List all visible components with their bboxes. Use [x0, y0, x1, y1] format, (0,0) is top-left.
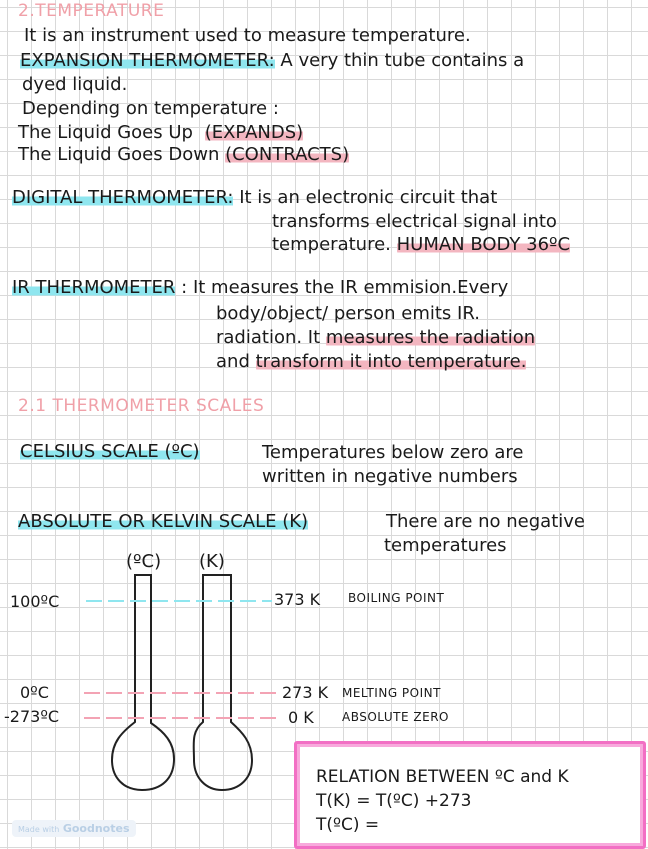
- celsius-desc-1: Temperatures below zero are: [262, 442, 524, 463]
- kelvin-term: ABSOLUTE OR KELVIN SCALE (K): [18, 511, 309, 532]
- goodnotes-badge[interactable]: [12, 820, 136, 837]
- badge-prefix: Made with: [18, 825, 60, 834]
- kelvin-373: 373 K: [274, 590, 321, 609]
- expands-label: (EXPANDS): [204, 122, 304, 143]
- depending-text: Depending on temperature :: [22, 98, 279, 119]
- ir-desc-4a: and: [216, 351, 250, 372]
- badge-brand: Goodnotes: [62, 822, 130, 835]
- digital-desc-2: transforms electrical signal into: [272, 211, 557, 232]
- intro-text: It is an instrument used to measure temperature.: [24, 25, 471, 46]
- section-title-scales: 2.1 THERMOMETER SCALES: [18, 396, 265, 416]
- col-kelvin-label: (K): [199, 551, 225, 572]
- celsius-desc-2: written in negative numbers: [262, 466, 518, 487]
- kelvin-desc-2: temperatures: [384, 535, 507, 556]
- kelvin-desc-1: There are no negative: [386, 511, 585, 532]
- relation-box: [294, 741, 646, 849]
- expansion-line-2: dyed liquid.: [22, 74, 128, 95]
- celsius-neg273: -273ºC: [4, 707, 60, 726]
- section-title-temperature: 2.TEMPERATURE: [18, 1, 165, 21]
- ir-desc-3a: radiation. It: [216, 327, 321, 348]
- celsius-100: 100ºC: [10, 592, 60, 611]
- celsius-thermometer: [112, 575, 174, 790]
- ir-highlight-2: transform it into temperature.: [255, 351, 527, 372]
- ir-desc-1: : It measures the IR emmision.Every: [181, 277, 509, 298]
- human-body-label: HUMAN BODY 36ºC: [396, 234, 571, 255]
- boiling-point-label: BOILING POINT: [348, 591, 445, 605]
- contracts-label: (CONTRACTS): [225, 144, 350, 165]
- relation-title: RELATION BETWEEN ºC and K: [316, 767, 569, 787]
- expansion-term: EXPANSION THERMOMETER:: [20, 50, 275, 71]
- absolute-zero-label: ABSOLUTE ZERO: [342, 710, 449, 724]
- kelvin-273: 273 K: [282, 683, 329, 702]
- goes-up-text: The Liquid Goes Up: [18, 122, 193, 143]
- ir-desc-2: body/object/ person emits IR.: [216, 303, 480, 324]
- goes-down-text: The Liquid Goes Down: [18, 144, 220, 165]
- celsius-term: CELSIUS SCALE (ºC): [20, 441, 200, 462]
- celsius-0: 0ºC: [20, 683, 49, 702]
- melting-point-label: MELTING POINT: [342, 686, 441, 700]
- col-celsius-label: (ºC): [126, 551, 162, 572]
- kelvin-thermometer: [194, 575, 252, 790]
- expansion-desc: A very thin tube contains a: [280, 50, 525, 71]
- ir-term: IR THERMOMETER: [12, 277, 176, 298]
- relation-formula-2: T(ºC) =: [316, 815, 380, 835]
- kelvin-0: 0 K: [288, 708, 314, 727]
- ir-highlight-1: measures the radiation: [325, 327, 536, 348]
- digital-desc-1: It is an electronic circuit that: [239, 187, 498, 208]
- relation-formula-1: T(K) = T(ºC) +273: [316, 791, 472, 811]
- digital-term: DIGITAL THERMOMETER:: [12, 187, 234, 208]
- digital-desc-3: temperature.: [272, 234, 391, 255]
